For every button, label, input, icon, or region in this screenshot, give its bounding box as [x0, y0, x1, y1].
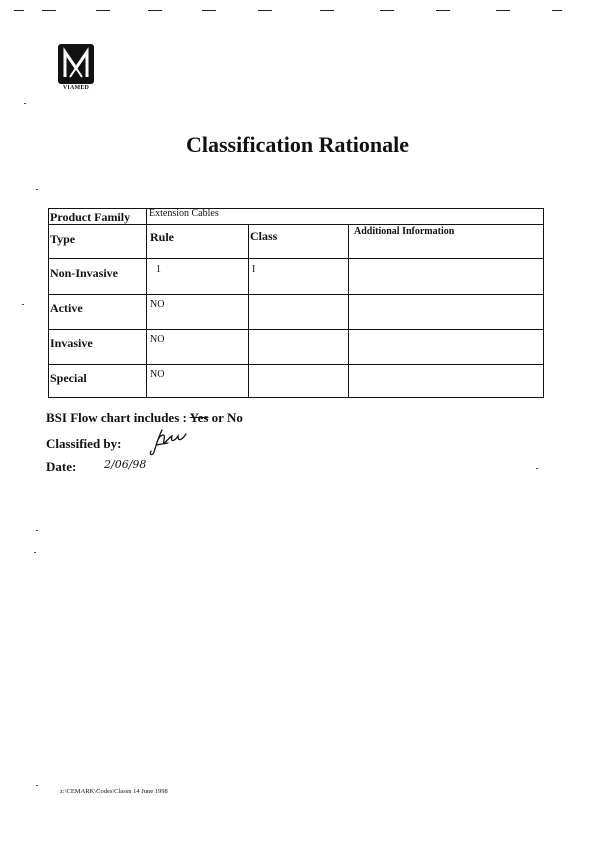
row-rule: NO — [150, 299, 165, 310]
scan-speck — [34, 552, 36, 553]
scan-dash — [202, 10, 216, 11]
date-value: 2/06/98 — [104, 458, 147, 471]
viamed-logo-icon — [58, 44, 94, 84]
scan-dash — [258, 10, 272, 11]
product-family-label: Product Family — [50, 210, 131, 224]
scan-dash — [436, 10, 450, 11]
table-rule — [48, 258, 544, 259]
row-type: Non-Invasive — [50, 266, 119, 280]
scan-speck — [536, 468, 538, 469]
scan-dash — [96, 10, 110, 11]
row-class: I — [252, 264, 256, 275]
info-header: Additional Information — [354, 226, 455, 237]
table-rule — [146, 208, 147, 398]
scan-speck — [36, 785, 38, 786]
scan-dash — [148, 10, 162, 11]
bsi-yes-struck: Yes — [189, 410, 209, 425]
row-type: Invasive — [50, 336, 93, 350]
type-header: Type — [50, 232, 76, 246]
scan-dash — [320, 10, 334, 11]
scan-dash — [14, 10, 24, 11]
scan-speck — [36, 530, 38, 531]
table-rule — [48, 208, 544, 209]
bsi-no: or No — [211, 410, 243, 425]
table-rule — [48, 329, 544, 330]
table-rule — [248, 224, 249, 398]
rule-header: Rule — [150, 230, 174, 244]
table-rule — [48, 208, 49, 398]
scan-speck — [22, 304, 24, 305]
table-rule — [348, 224, 349, 398]
signature — [148, 428, 192, 463]
bsi-label: BSI Flow chart includes : — [46, 410, 187, 425]
table-rule — [48, 294, 544, 295]
scan-dash — [552, 10, 562, 11]
page-title: Classification Rationale — [185, 132, 410, 157]
classification-table — [48, 206, 544, 398]
row-rule: NO — [150, 334, 165, 345]
classified-by-label: Classified by: — [46, 436, 122, 451]
scan-speck — [24, 103, 26, 104]
class-header: Class — [250, 229, 278, 243]
product-family-value: Extension Cables — [149, 208, 219, 219]
row-type: Special — [50, 371, 87, 385]
table-rule — [48, 364, 544, 365]
date-label: Date: — [46, 459, 77, 474]
table-rule — [48, 397, 544, 398]
row-rule: 1 — [156, 264, 161, 275]
footer-path: z:\CEMARK\Codes\Classn 14 June 1998 — [60, 788, 168, 795]
table-rule — [543, 208, 544, 398]
bsi-line — [46, 410, 243, 426]
scan-dash — [496, 10, 510, 11]
scan-dash — [380, 10, 394, 11]
scan-dash — [42, 10, 56, 11]
logo-text: VIAMED — [62, 85, 90, 91]
row-rule: NO — [150, 369, 165, 380]
scan-speck — [36, 189, 38, 190]
row-type: Active — [50, 301, 83, 315]
